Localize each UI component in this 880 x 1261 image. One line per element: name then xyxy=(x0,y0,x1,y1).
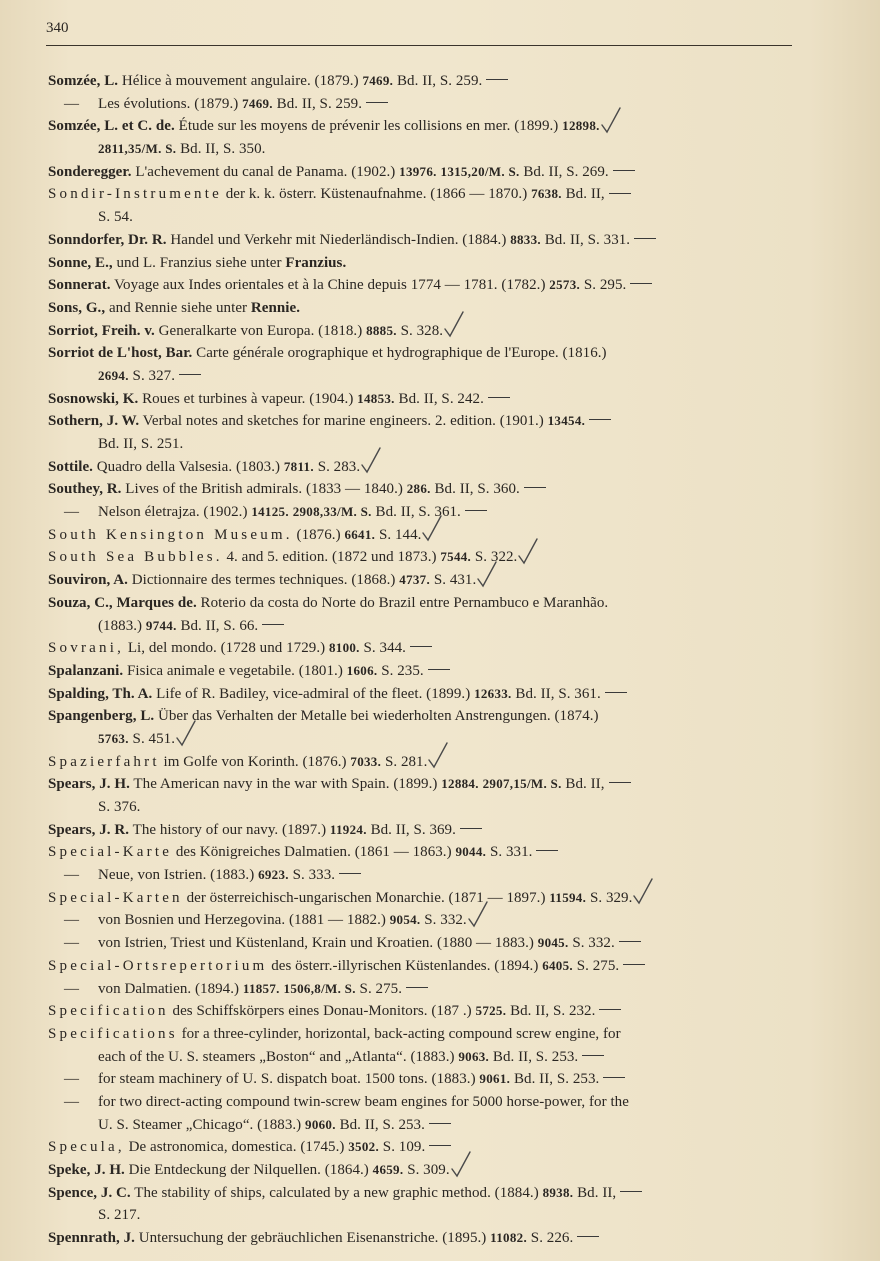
entry-keyword: Specifications xyxy=(48,1025,178,1042)
entry-text: Bd. II, xyxy=(561,186,605,203)
entry-text: and Rennie siehe unter xyxy=(105,299,251,316)
entry-text: Roterio da costa do Norte do Brazil entre Pernambuco e Maranhão. xyxy=(196,594,609,611)
ditto-dash: — xyxy=(64,980,80,997)
catalog-number: 5763. xyxy=(98,730,129,746)
entry-text: (1876.) xyxy=(292,526,345,543)
catalog-number: 8938. xyxy=(542,1184,574,1200)
catalog-number: 9044. xyxy=(455,844,487,860)
sub-entry-line xyxy=(48,978,798,1001)
handwritten-dash-mark xyxy=(536,850,558,851)
entry-text: U. S. Steamer „Chicago“. (1883.) xyxy=(98,1116,306,1133)
entry-text: Étude sur les moyens de prévenir les collisions en mer. (1899.) xyxy=(174,118,563,135)
entry-continuation-line xyxy=(48,1204,798,1227)
entry-text: The American navy in the war with Spain. (1899.) xyxy=(129,776,442,793)
catalog-number: 4737. xyxy=(399,572,431,588)
entry-text: Bd. II, S. 232. xyxy=(506,1003,596,1020)
entry-line xyxy=(48,887,798,910)
entry-line xyxy=(48,388,798,411)
catalog-number: 13976. xyxy=(399,163,437,179)
entry-keyword: Sondir-Instrumente xyxy=(48,186,222,203)
sub-entry-line xyxy=(48,909,798,932)
entry-author: Sonderegger. xyxy=(48,163,132,180)
entry-line xyxy=(48,229,798,252)
entry-text: S. 281. xyxy=(381,753,428,770)
sub-entry-line xyxy=(48,932,798,955)
entry-text: Bd. II, S. 269. xyxy=(519,163,609,180)
catalog-number: 8885. xyxy=(366,322,397,338)
catalog-number: 9045. xyxy=(537,935,569,951)
ditto-dash: — xyxy=(64,867,80,884)
header-rule xyxy=(46,45,792,46)
handwritten-check-mark-icon xyxy=(450,1156,472,1178)
catalog-number: 3502. xyxy=(348,1139,379,1155)
entry-author: Sorriot de L'host, Bar. xyxy=(48,345,193,362)
entry-author: Spangenberg, L. xyxy=(48,708,155,725)
entry-continuation-line xyxy=(48,206,798,229)
catalog-number: 8833. xyxy=(510,231,541,247)
entry-author: Spalding, Th. A. xyxy=(48,685,153,702)
entry-author: Sonnerat. xyxy=(48,277,111,294)
entry-text: Generalkarte von Europa. (1818.) xyxy=(154,322,367,339)
handwritten-dash-mark xyxy=(599,1009,621,1010)
catalog-number: 2694. xyxy=(98,367,129,383)
entry-keyword: Special-Karte xyxy=(48,844,173,861)
entry-line xyxy=(48,546,798,569)
entry-line xyxy=(48,1000,798,1023)
entry-keyword: Special-Ortsrepertorium xyxy=(48,957,268,974)
catalog-number: 13454. xyxy=(547,413,586,429)
handwritten-check-mark-icon xyxy=(600,112,622,134)
entry-keyword: Spazierfahrt xyxy=(48,753,160,770)
entry-line xyxy=(48,320,798,343)
entry-text: S. 226. xyxy=(527,1230,574,1247)
handwritten-dash-mark xyxy=(605,692,627,693)
entry-text: S. 109. xyxy=(379,1139,426,1156)
handwritten-dash-mark xyxy=(620,1191,642,1192)
entry-line xyxy=(48,955,798,978)
handwritten-dash-mark xyxy=(406,987,428,988)
entry-text: von Dalmatien. (1894.) xyxy=(98,980,243,997)
handwritten-dash-mark xyxy=(603,1077,625,1078)
catalog-number: 7544. xyxy=(440,549,472,565)
entry-text: Quadro della Valsesia. (1803.) xyxy=(92,458,284,475)
entry-line xyxy=(48,592,798,615)
catalog-number: 2907,15/M. S. xyxy=(482,776,562,792)
handwritten-check-mark-icon xyxy=(175,725,197,747)
entry-line xyxy=(48,660,798,683)
handwritten-dash-mark xyxy=(179,374,201,375)
ditto-dash: — xyxy=(64,935,80,952)
catalog-number: 6405. xyxy=(542,957,573,973)
entry-author: Southey, R. xyxy=(48,481,122,498)
entry-text: Bd. II, S. 251. xyxy=(98,436,184,452)
catalog-number: 11924. xyxy=(329,821,367,837)
entry-text: Li, del mondo. (1728 und 1729.) xyxy=(124,640,329,657)
entry-text: S. 144. xyxy=(375,526,422,543)
handwritten-dash-mark xyxy=(524,487,546,488)
entry-text: des Königreiches Dalmatien. (1861 — 1863.) xyxy=(172,844,456,861)
handwritten-dash-mark xyxy=(429,1123,451,1124)
entry-line xyxy=(48,342,798,365)
entry-text: S. 376. xyxy=(98,799,141,815)
ditto-dash: — xyxy=(64,95,80,112)
entry-continuation-line xyxy=(48,138,798,161)
entry-continuation-line xyxy=(48,615,798,638)
catalog-number: 12633. xyxy=(474,685,512,701)
entry-author: Sonne, E., xyxy=(48,254,113,271)
entry-text: S. 328. xyxy=(396,322,444,339)
handwritten-dash-mark xyxy=(465,510,487,511)
entry-keyword: Special-Karten xyxy=(48,889,183,906)
handwritten-dash-mark xyxy=(429,1145,451,1146)
entry-text: S. 332. xyxy=(420,912,467,929)
handwritten-check-mark-icon xyxy=(421,520,443,542)
catalog-number: 14125. xyxy=(251,504,289,520)
entry-text: Bd. II, S. 331. xyxy=(540,231,631,248)
handwritten-dash-mark xyxy=(613,170,635,171)
entry-keyword: Specification xyxy=(48,1003,169,1020)
handwritten-dash-mark xyxy=(488,397,510,398)
entry-text: Über das Verhalten der Metalle bei wiederholten Anstrengungen. (1874.) xyxy=(154,708,599,725)
handwritten-dash-mark xyxy=(577,1236,599,1237)
entry-text: Bd. II, S. 259. xyxy=(272,95,362,112)
entry-author: Sothern, J. W. xyxy=(48,413,140,430)
entry-line xyxy=(48,1136,798,1159)
catalog-number: 12884. xyxy=(441,776,479,792)
catalog-number: 1315,20/M. S. xyxy=(440,163,520,179)
entry-text: S. 451. xyxy=(128,730,175,747)
catalog-number: 9061. xyxy=(479,1071,511,1087)
catalog-number: 4659. xyxy=(372,1162,404,1177)
handwritten-dash-mark xyxy=(366,102,388,103)
entry-author: Somzée, L. et C. de. xyxy=(48,118,175,135)
catalog-number: 2573. xyxy=(549,277,581,293)
handwritten-dash-mark xyxy=(460,828,482,829)
entry-text: Carte générale orographique et hydrographique de l'Europe. (1816.) xyxy=(192,345,607,362)
entry-text: des österr.-illyrischen Küstenlandes. (1894.) xyxy=(267,957,543,974)
entry-text: Bd. II, S. 66. xyxy=(176,617,259,634)
entry-author: Rennie. xyxy=(250,299,300,316)
catalog-number: 1506,8/M. S. xyxy=(283,980,356,996)
entry-text: S. 344. xyxy=(359,640,406,657)
entry-continuation-line xyxy=(48,1046,798,1069)
catalog-number: 14853. xyxy=(357,390,395,406)
catalog-number: 2811,35/M. S. xyxy=(98,141,177,157)
entry-text: von Bosnien und Herzegovina. (1881 — 1882.) xyxy=(98,912,390,929)
entry-text: Fisica animale e vegetabile. (1801.) xyxy=(123,662,347,679)
index-entries xyxy=(48,70,798,1250)
entry-line xyxy=(48,705,798,728)
entry-text: von Istrien, Triest und Küstenland, Krain und Kroatien. (1880 — 1883.) xyxy=(98,935,538,952)
catalog-number: 7469. xyxy=(362,73,394,88)
catalog-number: 7638. xyxy=(531,186,562,202)
handwritten-check-mark-icon xyxy=(517,543,539,565)
entry-text: Bd. II, S. 253. xyxy=(335,1116,425,1133)
catalog-number: 9054. xyxy=(389,912,421,928)
entry-text: S. 283. xyxy=(313,458,361,475)
entry-continuation-line xyxy=(48,728,798,751)
handwritten-dash-mark xyxy=(589,419,611,420)
entry-line xyxy=(48,115,798,138)
entry-author: Souza, C., Marques de. xyxy=(48,594,197,611)
entry-author: Spears, J. H. xyxy=(48,776,130,793)
entry-keyword: South Kensington Museum. xyxy=(48,526,293,543)
handwritten-dash-mark xyxy=(630,283,652,284)
catalog-number: 7469. xyxy=(242,95,273,111)
entry-author: Spalanzani. xyxy=(48,662,124,679)
entry-text: S. 309. xyxy=(403,1162,450,1178)
entry-text: S. 54. xyxy=(98,209,133,226)
entry-line xyxy=(48,751,798,774)
entry-text: for two direct-acting compound twin-screw beam engines for 5000 horse-power, for the xyxy=(98,1093,629,1110)
entry-line xyxy=(48,410,798,433)
entry-text: 4. and 5. edition. (1872 und 1873.) xyxy=(222,549,441,566)
entry-text: (1883.) xyxy=(98,617,146,634)
entry-author: Sonndorfer, Dr. R. xyxy=(48,231,167,248)
catalog-number: 11594. xyxy=(549,889,587,905)
entry-keyword: South Sea Bubbles. xyxy=(48,549,223,566)
entry-text: Bd. II, S. 369. xyxy=(366,821,456,838)
entry-line xyxy=(48,478,798,501)
entry-text: der österreichisch-ungarischen Monarchie. (1871 — 1897.) xyxy=(182,889,550,906)
entry-line xyxy=(48,819,798,842)
sub-entry-line xyxy=(48,1068,798,1091)
entry-text: The history of our navy. (1897.) xyxy=(129,821,330,838)
entry-continuation-line xyxy=(48,1114,798,1137)
ditto-dash: — xyxy=(64,1071,80,1088)
catalog-number: 5725. xyxy=(475,1003,507,1019)
entry-text: Nelson életrajza. (1902.) xyxy=(98,504,252,521)
entry-text: S. 333. xyxy=(288,867,336,884)
entry-text: Neue, von Istrien. (1883.) xyxy=(98,867,259,884)
handwritten-check-mark-icon xyxy=(443,316,465,338)
catalog-number: 7033. xyxy=(350,753,382,769)
entry-text: Die Entdeckung der Nilquellen. (1864.) xyxy=(124,1162,373,1178)
entry-text: Voyage aux Indes orientales et à la Chine depuis 1774 — 1781. (1782.) xyxy=(110,277,550,294)
entry-text: for a three-cylinder, horizontal, back-acting compound screw engine, for xyxy=(177,1025,621,1042)
handwritten-dash-mark xyxy=(486,79,508,80)
catalog-number: 8100. xyxy=(328,640,360,656)
entry-text: Dictionnaire des termes techniques. (1868.) xyxy=(127,572,400,589)
handwritten-dash-mark xyxy=(428,669,450,670)
entry-text: S. 329. xyxy=(586,889,633,906)
entry-continuation-line xyxy=(48,433,798,456)
entry-text: im Golfe von Korinth. (1876.) xyxy=(159,753,351,770)
catalog-number: 9060. xyxy=(305,1116,336,1132)
entry-text: der k. k. österr. Küstenaufnahme. (1866 — 1870.) xyxy=(221,186,532,203)
ditto-dash: — xyxy=(64,912,80,929)
ditto-dash: — xyxy=(64,1093,80,1110)
entry-author: Franzius. xyxy=(285,254,347,271)
entry-author: Somzée, L. xyxy=(48,73,119,89)
entry-text: Verbal notes and sketches for marine engineers. 2. edition. (1901.) xyxy=(139,413,548,430)
catalog-number: 6641. xyxy=(344,526,376,542)
entry-text: S. 275. xyxy=(355,980,402,997)
entry-text: S. 327. xyxy=(128,367,175,384)
handwritten-check-mark-icon xyxy=(427,747,449,769)
catalog-number: 12898. xyxy=(562,118,600,134)
handwritten-check-mark-icon xyxy=(360,452,382,474)
page-number: 340 xyxy=(46,20,69,36)
entry-text: S. 235. xyxy=(377,662,424,679)
entry-keyword: Specula, xyxy=(48,1139,125,1156)
handwritten-dash-mark xyxy=(609,193,631,194)
entry-line xyxy=(48,274,798,297)
entry-text: Handel und Verkehr mit Niederländisch-Indien. (1884.) xyxy=(166,231,511,248)
handwritten-dash-mark xyxy=(339,873,361,874)
entry-text: Roues et turbines à vapeur. (1904.) xyxy=(138,390,358,407)
catalog-number: 2908,33/M. S. xyxy=(292,504,372,520)
catalog-number: 9744. xyxy=(145,617,177,633)
entry-author: Sottile. xyxy=(48,458,93,475)
entry-text: Life of R. Badiley, vice-admiral of the fleet. (1899.) xyxy=(152,685,475,702)
entry-author: Spears, J. R. xyxy=(48,821,130,838)
entry-text: L'achevement du canal de Panama. (1902.) xyxy=(131,163,400,180)
entry-text: Bd. II, S. 259. xyxy=(393,73,483,89)
entry-continuation-line xyxy=(48,796,798,819)
handwritten-dash-mark xyxy=(410,646,432,647)
entry-continuation-line xyxy=(48,365,798,388)
handwritten-dash-mark xyxy=(609,782,631,783)
entry-text: Lives of the British admirals. (1833 — 1840.) xyxy=(121,481,407,498)
entry-text: Bd. II, S. 361. xyxy=(371,504,461,521)
entry-line xyxy=(48,569,798,592)
handwritten-dash-mark xyxy=(619,941,641,942)
ditto-dash: — xyxy=(64,504,80,521)
entry-line xyxy=(48,773,798,796)
entry-author: Sosnowski, K. xyxy=(48,390,139,407)
entry-author: Souviron, A. xyxy=(48,572,128,589)
entry-line xyxy=(48,524,798,547)
entry-author: Spence, J. C. xyxy=(48,1184,131,1201)
entry-text: Les évolutions. (1879.) xyxy=(98,95,243,112)
entry-text: S. 217. xyxy=(98,1207,141,1224)
handwritten-check-mark-icon xyxy=(632,883,654,905)
entry-line xyxy=(48,637,798,660)
entry-line xyxy=(48,841,798,864)
entry-line xyxy=(48,1159,798,1182)
handwritten-dash-mark xyxy=(623,964,645,965)
entry-author: Sons, G., xyxy=(48,299,106,316)
catalog-number: 7811. xyxy=(283,458,314,474)
entry-text: S. 331. xyxy=(486,844,533,861)
entry-line xyxy=(48,1023,798,1046)
entry-keyword: Sovrani, xyxy=(48,640,125,657)
entry-text: for steam machinery of U. S. dispatch boat. 1500 tons. (1883.) xyxy=(98,1071,480,1088)
handwritten-dash-mark xyxy=(262,624,284,625)
entry-text: S. 322. xyxy=(471,549,518,566)
handwritten-check-mark-icon xyxy=(476,566,498,588)
entry-line xyxy=(48,161,798,184)
entry-author: Spennrath, J. xyxy=(48,1230,135,1247)
catalog-number: 11082. xyxy=(490,1230,527,1246)
entry-line xyxy=(48,183,798,206)
entry-line xyxy=(48,252,798,275)
entry-line xyxy=(48,683,798,706)
entry-text: des Schiffskörpers eines Donau-Monitors. (187 .) xyxy=(168,1003,476,1020)
handwritten-dash-mark xyxy=(634,238,656,239)
entry-line xyxy=(48,1227,798,1250)
entry-text: S. 332. xyxy=(568,935,615,952)
handwritten-check-mark-icon xyxy=(467,906,489,928)
sub-entry-line xyxy=(48,1091,798,1114)
entry-text: each of the U. S. steamers „Boston“ and „Atlanta“. (1883.) xyxy=(98,1048,459,1065)
sub-entry-line xyxy=(48,864,798,887)
entry-text: Bd. II, S. 242. xyxy=(394,390,484,407)
catalog-number: 286. xyxy=(406,481,431,497)
entry-text: De astronomica, domestica. (1745.) xyxy=(124,1139,349,1156)
catalog-number: 9063. xyxy=(458,1048,490,1064)
entry-line xyxy=(48,297,798,320)
entry-text: Bd. II, xyxy=(561,776,605,793)
entry-text: Bd. II, xyxy=(573,1184,617,1201)
catalog-number: 1606. xyxy=(346,662,378,678)
entry-line xyxy=(48,1182,798,1205)
entry-line xyxy=(48,456,798,479)
entry-text: S. 431. xyxy=(430,572,477,589)
catalog-number: 11857. xyxy=(242,980,280,996)
sub-entry-line xyxy=(48,93,798,116)
entry-text: und L. Franzius siehe unter xyxy=(112,254,286,271)
handwritten-dash-mark xyxy=(582,1055,604,1056)
entry-text: The stability of ships, calculated by a new graphic method. (1884.) xyxy=(130,1184,543,1201)
entry-text: Bd. II, S. 361. xyxy=(511,685,601,702)
entry-text: Bd. II, S. 360. xyxy=(430,481,520,498)
entry-text: Bd. II, S. 253. xyxy=(510,1071,600,1088)
catalog-number: 6923. xyxy=(258,867,289,883)
entry-text: Untersuchung der gebräuchlichen Eisenanstriche. (1895.) xyxy=(134,1230,491,1247)
entry-author: Speke, J. H. xyxy=(48,1162,125,1178)
entry-text: Bd. II, S. 350. xyxy=(176,141,266,158)
entry-line xyxy=(48,70,798,93)
entry-text: Hélice à mouvement angulaire. (1879.) xyxy=(118,73,363,89)
entry-text: Bd. II, S. 253. xyxy=(489,1048,579,1065)
entry-author: Sorriot, Freih. v. xyxy=(48,322,155,339)
entry-text: S. 275. xyxy=(572,957,620,974)
entry-text: S. 295. xyxy=(580,277,627,294)
